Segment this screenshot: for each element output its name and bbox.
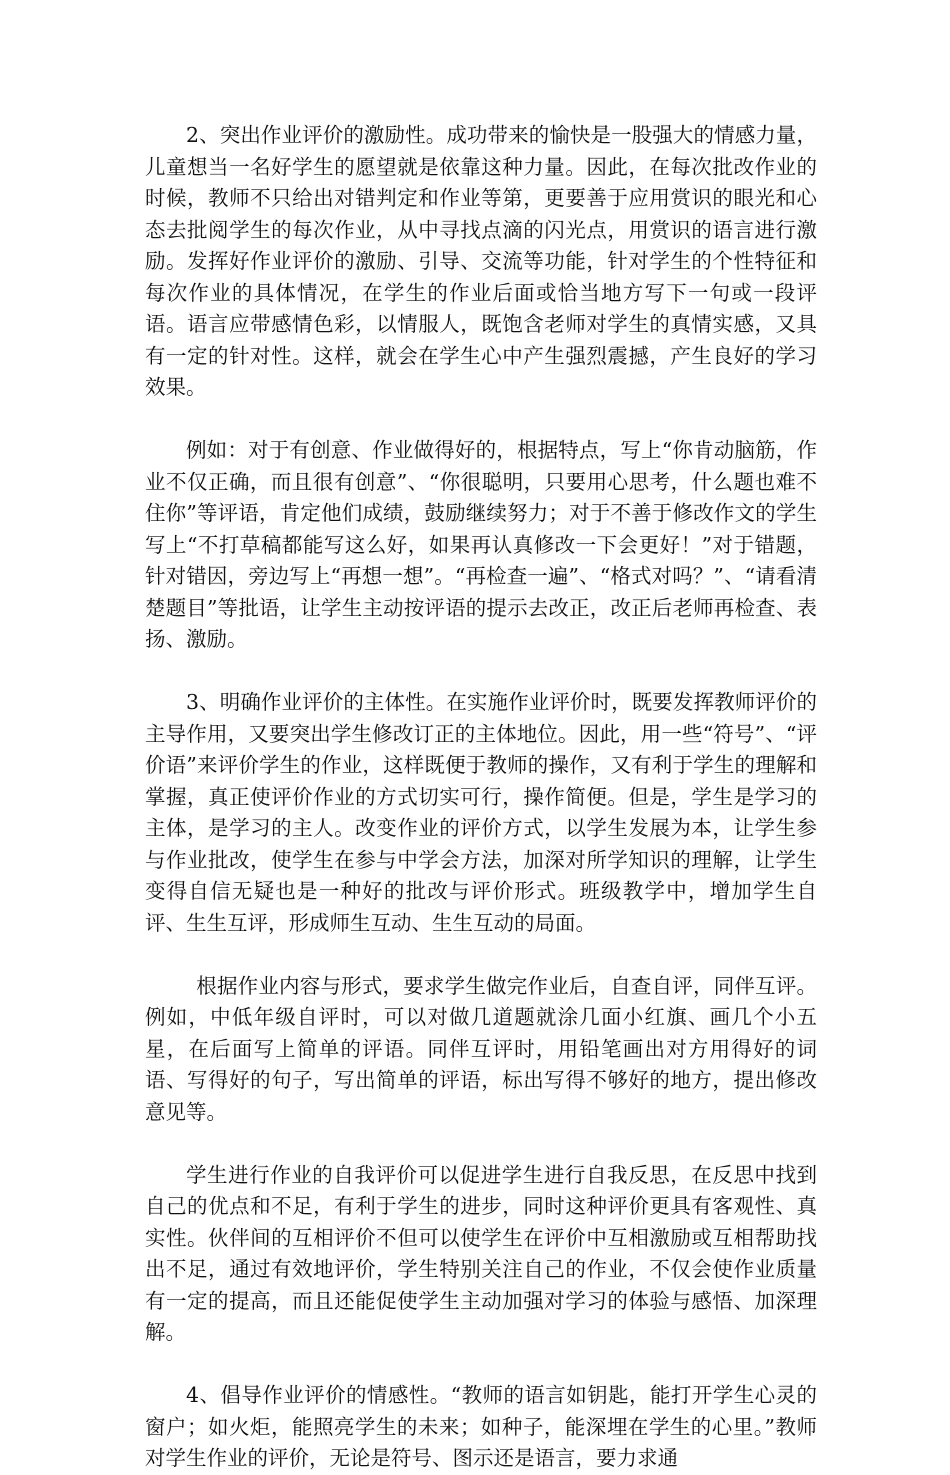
paragraph-emotional: 4、倡导作业评价的情感性。“教师的语言如钥匙，能打开学生心灵的窗户；如火炬，能照亮学生的未来；如种子，能深埋在学生的心里。”教师对学生作业的评价，无论是符号、图示还是语言，要力求通 xyxy=(145,1383,817,1470)
paragraph-self-reflection: 学生进行作业的自我评价可以促进学生进行自我反思，在反思中找到自己的优点和不足，有利于学生的进步，同时这种评价更具有客观性、真实性。伙伴间的互相评价不但可以使学生在评价中互相激励或互相帮助找出不足，通过有效地评价，学生特别关注自己的作业，不仅会使作业质量有一定的提高，而且还能促使学生主动加强对学习的体验与感悟、加深理解。 xyxy=(145,1162,817,1344)
paragraph-motivation: 2、突出作业评价的激励性。成功带来的愉快是一股强大的情感力量，儿童想当一名好学生的愿望就是依靠这种力量。因此，在每次批改作业的时候，教师不只给出对错判定和作业等第，更要善于应用赏识的眼光和心态去批阅学生的每次作业，从中寻找点滴的闪光点，用赏识的语言进行激励。发挥好作业评价的激励、引导、交流等功能，针对学生的个性特征和每次作业的具体情况，在学生的作业后面或恰当地方写下一句或一段评语。语言应带感情色彩，以情服人，既饱含老师对学生的真情实感，又具有一定的针对性。这样，就会在学生心中产生强烈震撼，产生良好的学习效果。 xyxy=(145,123,817,399)
paragraph-self-peer-review: 根据作业内容与形式，要求学生做完作业后，自查自评，同伴互评。例如，中低年级自评时，可以对做几道题就涂几面小红旗、画几个小五星，在后面写上简单的评语。同伴互评时，用铅笔画出对方用得好的词语、写得好的句子，写出简单的评语，标出写得不够好的地方，提出修改意见等。 xyxy=(145,973,817,1124)
paragraph-subjectivity: 3、明确作业评价的主体性。在实施作业评价时，既要发挥教师评价的主导作用，又要突出学生修改订正的主体地位。因此，用一些“符号”、“评价语”来评价学生的作业，这样既便于教师的操作，又有利于学生的理解和掌握，真正使评价作业的方式切实可行，操作简便。但是，学生是学习的主体，是学习的主人。改变作业的评价方式，以学生发展为本，让学生参与作业批改，使学生在参与中学会方法，加深对所学知识的理解，让学生变得自信无疑也是一种好的批改与评价形式。班级教学中，增加学生自评、生生互评，形成师生互动、生生互动的局面。 xyxy=(145,690,817,935)
document-body xyxy=(145,120,817,1475)
paragraph-examples: 例如：对于有创意、作业做得好的，根据特点，写上“你肯动脑筋，作业不仅正确，而且很有创意”、“你很聪明，只要用心思考，什么题也难不住你”等评语，肯定他们成绩，鼓励继续努力；对于不善于修改作文的学生写上“不打草稿都能写这么好，如果再认真修改一下会更好！”对于错题，针对错因，旁边写上“再想一想”。“再检查一遍”、“格式对吗？”、“请看清楚题目”等批语，让学生主动按评语的提示去改正，改正后老师再检查、表扬、激励。 xyxy=(145,438,817,651)
